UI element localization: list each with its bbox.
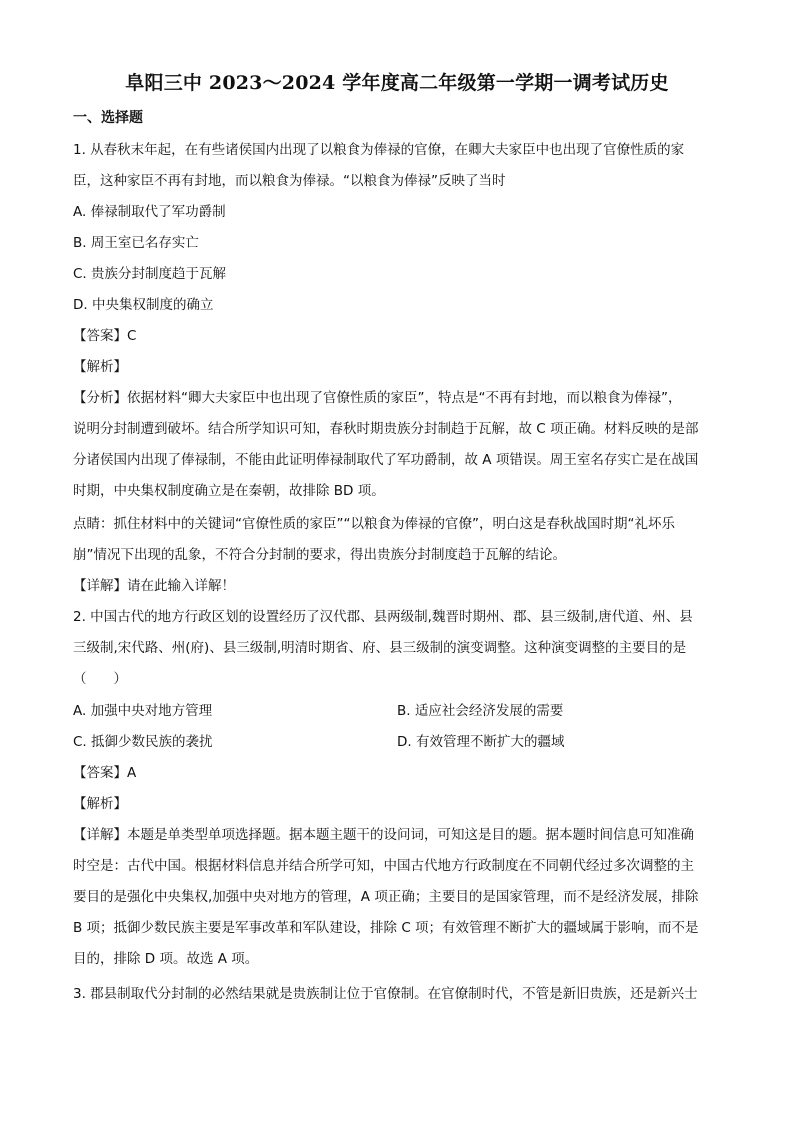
q1-analysis-line: 崩”情况下出现的乱象，不符合分封制的要求，得出贵族分封制度趋于瓦解的结论。 [73,547,566,563]
q1-option-d: D. 中央集权制度的确立 [73,297,214,313]
q2-option-b: B. 适应社会经济发展的需要 [397,703,564,719]
q2-stem-line: （ ） [73,671,127,687]
q1-analysis-line: 时期，中央集权制度确立是在秦朝，故排除 BD 项。 [73,483,385,499]
q2-analysis-line: B 项；抵御少数民族主要是军事改革和军队建设，排除 C 项；有效管理不断扩大的疆域属于影响，而不是 [73,920,699,936]
q2-stem-line: 三级制,宋代路、州(府)、县三级制,明清时期省、府、县三级制的演变调整。这种演变调整的主要目的是 [73,640,687,656]
page-title: 阜阳三中 2023～2024 学年度高二年级第一学期一调考试历史 [125,72,669,94]
q2-analysis-line: 要目的是强化中央集权,加强中央对地方的管理，A 项正确；主要目的是国家管理，而不是经济发展，排除 [73,889,699,905]
section-heading: 一、选择题 [73,110,143,126]
q2-analysis-line: 【详解】本题是单类型单项选择题。据本题主题干的设问词，可知这是目的题。据本题时间信息可知准确 [73,827,694,843]
q2-analysis-line: 目的，排除 D 项。故选 A 项。 [73,951,259,967]
q1-analysis-line: 分诸侯国内出现了俸禄制，不能由此证明俸禄制取代了军功爵制，故 A 项错误。周王室名存实亡是在战国 [73,452,699,468]
q1-answer: 【答案】C [73,328,137,344]
q1-analysis-label: 【解析】 [73,359,127,375]
q2-stem-line: 2. 中国古代的地方行政区划的设置经历了汉代郡、县两级制,魏晋时期州、郡、县三级制,唐代道、州、县 [73,609,693,625]
q2-analysis-label: 【解析】 [73,796,127,812]
q1-stem-line: 1. 从春秋末年起，在有些诸侯国内出现了以粮食为俸禄的官僚，在卿大夫家臣中也出现了官僚性质的家 [73,142,685,158]
q2-answer: 【答案】A [73,765,137,781]
q1-stem-line: 臣，这种家臣不再有封地，而以粮食为俸禄。“以粮食为俸禄”反映了当时 [73,173,506,189]
q2-option-a: A. 加强中央对地方管理 [73,703,213,719]
q1-option-b: B. 周王室已名存实亡 [73,235,199,251]
q1-analysis-line: 说明分封制遭到破坏。结合所学知识可知，春秋时期贵族分封制趋于瓦解，故 C 项正确。材料反映的是部 [73,421,699,437]
q1-analysis-line: 【分析】依据材料“卿大夫家臣中也出现了官僚性质的家臣”，特点是“不再有封地，而以粮食为俸禄”， [73,390,682,406]
q1-analysis-line: 点睛：抓住材料中的关键词“官僚性质的家臣”“以粮食为俸禄的官僚”，明白这是春秋战国时期“礼坏乐 [73,516,675,532]
q3-stem-line: 3. 郡县制取代分封制的必然结果就是贵族制让位于官僚制。在官僚制时代，不管是新旧贵族，还是新兴士 [73,986,698,1002]
q2-option-d: D. 有效管理不断扩大的疆域 [397,734,565,750]
q1-option-a: A. 俸禄制取代了军功爵制 [73,204,226,220]
q2-option-c: C. 抵御少数民族的袭扰 [73,734,213,750]
q1-option-c: C. 贵族分封制度趋于瓦解 [73,266,227,282]
q1-detail: 【详解】请在此输入详解！ [73,578,235,594]
q2-analysis-line: 时空是：古代中国。根据材料信息并结合所学可知，中国古代地方行政制度在不同朝代经过多次调整的主 [73,858,694,874]
